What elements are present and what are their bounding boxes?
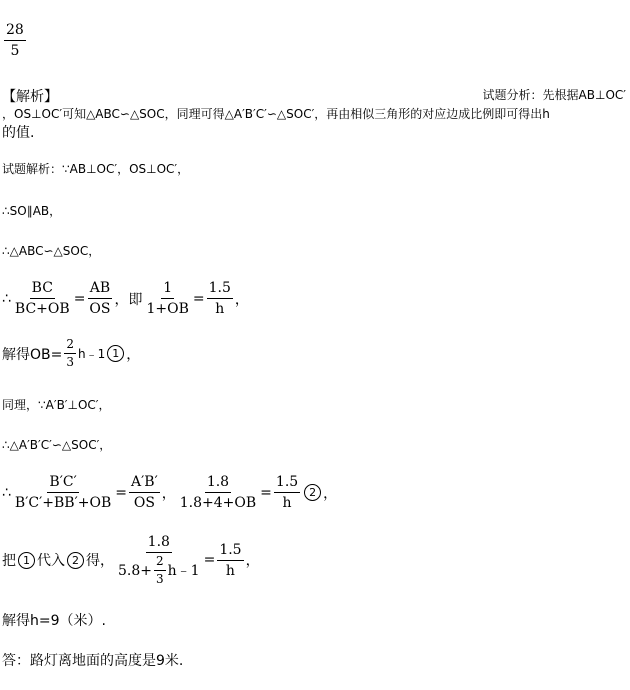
solution-step-4: ∴ $\frac{BC}{BC+OB}$ = $\frac{AB}{OS}$ ，即 $\frac{1}{1+OB}$ = $\frac{1.5}{h}$ ， — [2, 280, 249, 317]
fraction-one-point-eight: $\frac{1.8}{1.8+4+OB}$ — [179, 474, 257, 511]
answer-numerator: 28 — [4, 22, 26, 41]
solution-step-9: 把 1 代入 2 得， 1.8 5.8+ $\frac{2}{3}$ h﹣1 = $\frac{1.5}{h}$ ， — [2, 534, 260, 586]
answer-denominator: 5 — [10, 43, 20, 59]
fraction-two-thirds: $\frac{2}{3}$ — [66, 337, 74, 369]
answer-fraction — [2, 22, 28, 59]
analysis-line-2: ，OS⊥OC′可知△ABC∽△SOC，同理可得△A′B′C′∽△SOC′，再由相似三角形的对应边成比例即可得出h — [2, 107, 550, 121]
fraction-one: $\frac{1}{1+OB}$ — [146, 280, 189, 317]
analysis-line-3: 的值. — [2, 125, 35, 141]
fraction-b-prime-c-prime: $\frac{B'C'}{B'C'+BB'+OB}$ — [14, 474, 112, 511]
circled-number-2: 2 — [304, 484, 321, 501]
circled-number-1: 1 — [107, 345, 124, 362]
fraction-h: $\frac{1.5}{h}$ — [208, 280, 231, 317]
solution-step-7: ∴△A′B′C′∽△SOC′， — [2, 438, 112, 452]
solution-step-6: 同理，∵A′B′⊥OC′， — [2, 398, 111, 412]
fraction-a-prime-b-prime: $\frac{A'B'}{OS}$ — [131, 474, 158, 511]
solution-step-8: ∴ $\frac{B'C'}{B'C'+BB'+OB}$ = $\frac{A'B'}{OS}$ ， $\frac{1.8}{1.8+4+OB}$ = $\frac{1.5}{h}$ 2 ， — [2, 474, 338, 511]
circled-number-2-ref: 2 — [67, 552, 84, 569]
solution-step-10: 解得h=9（米）. — [2, 613, 106, 629]
fraction-ab: $\frac{AB}{OS}$ — [89, 280, 111, 317]
circled-number-1-ref: 1 — [18, 552, 35, 569]
fraction-bc: $\frac{BC}{BC+OB}$ — [14, 280, 70, 317]
solution-step-2: ∴SO∥AB， — [2, 204, 62, 218]
solution-answer: 答：路灯离地面的高度是9米. — [2, 653, 184, 669]
analysis-label: 【解析】 — [2, 89, 58, 105]
solution-step-3: ∴△ABC∽△SOC， — [2, 244, 101, 258]
analysis-hint: 试题分析：先根据AB⊥OC′ — [482, 88, 626, 102]
solution-step-1: 试题解析：∵AB⊥OC′，OS⊥OC′， — [2, 162, 190, 176]
solution-step-5: 解得OB= $\frac{2}{3}$ h﹣1 1 ， — [2, 337, 141, 369]
fraction-h-3: $\frac{1.5}{h}$ — [219, 541, 242, 579]
fraction-h-2: $\frac{1.5}{h}$ — [275, 474, 299, 511]
fraction-substituted: 1.8 5.8+ $\frac{2}{3}$ h﹣1 — [118, 534, 200, 586]
